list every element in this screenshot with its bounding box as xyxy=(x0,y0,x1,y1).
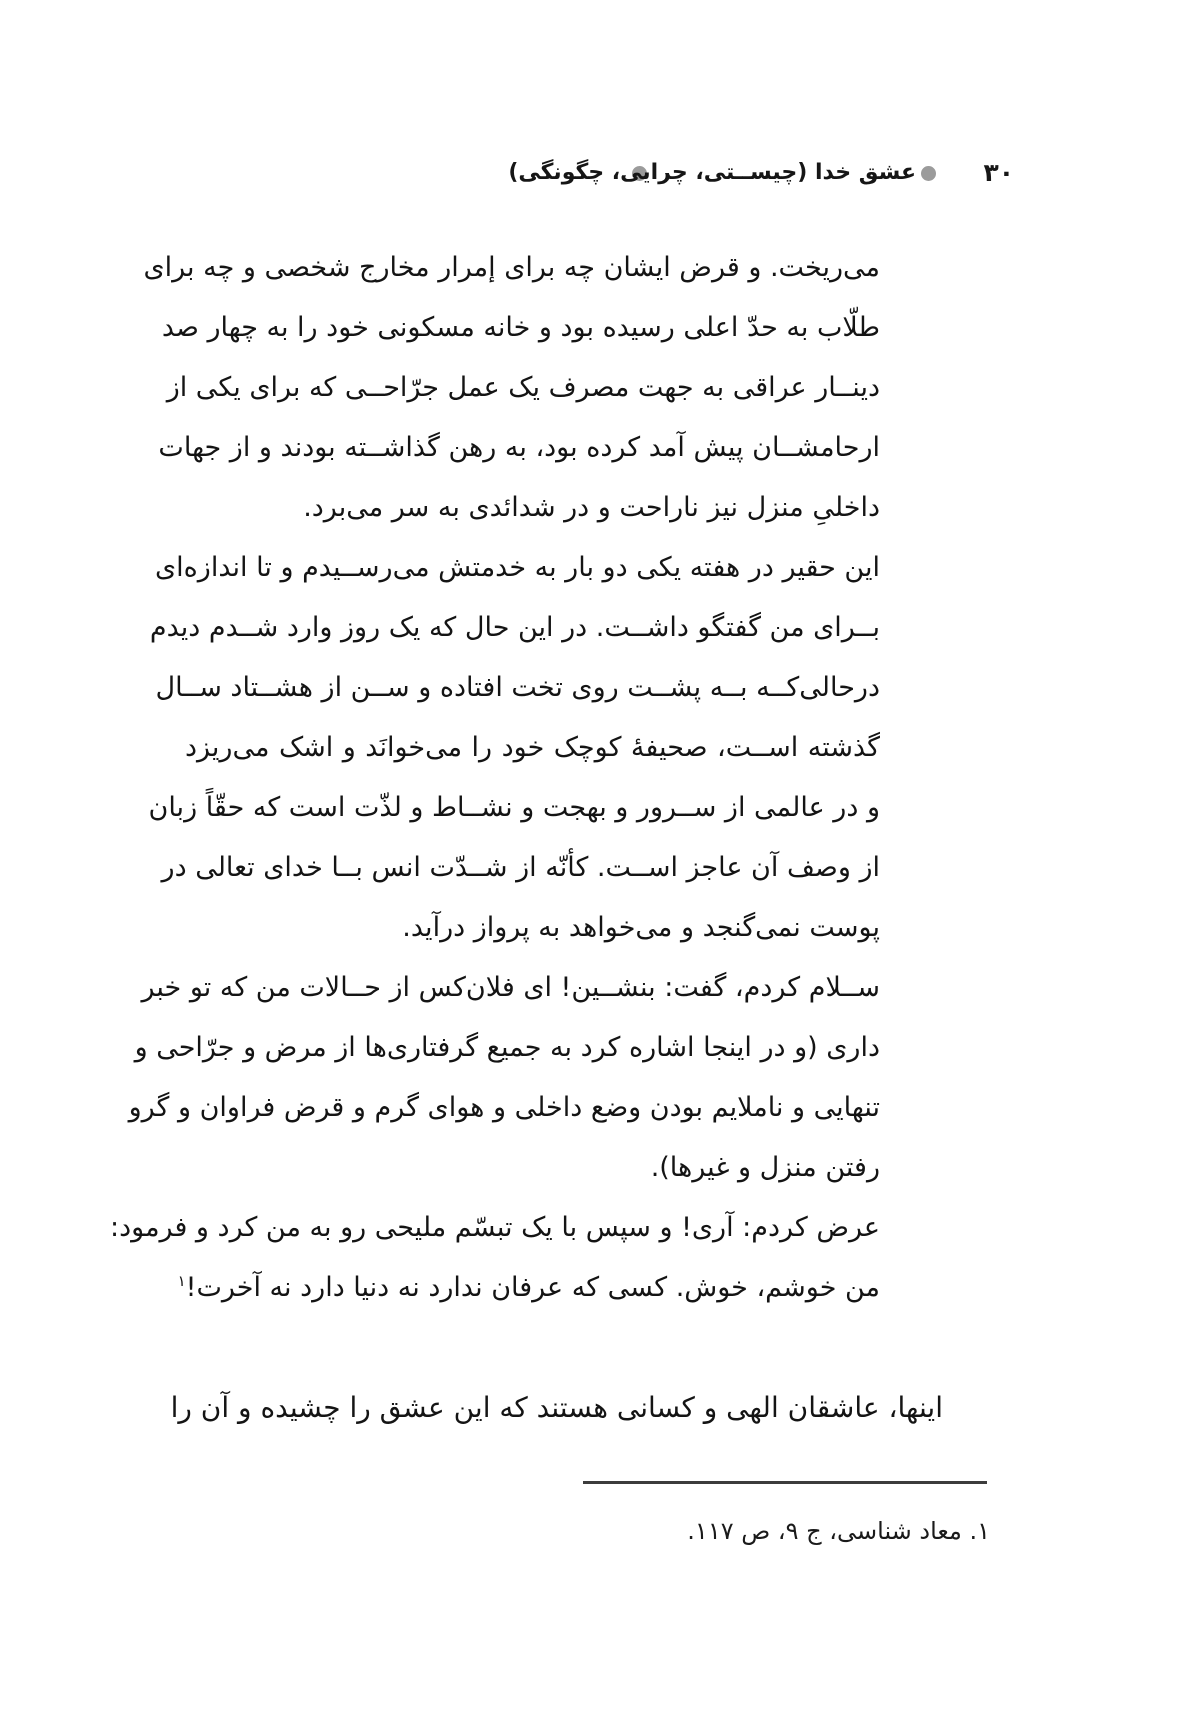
quote-line: ســلام کردم، گفت: بنشــین! ای فلان‌کس از حــالات من که تو خبر xyxy=(141,972,880,1003)
quote-line: عرض کردم: آری! و سپس با یک تبسّم ملیحی رو به من کرد و فرمود: xyxy=(110,1212,880,1243)
header-bullet-icon xyxy=(921,166,936,181)
quote-line-text: من خوشم، خوش. کسی که عرفان ندارد نه دنیا دارد نه آخرت! xyxy=(185,1272,880,1303)
quote-line: می‌ریخت. و قرض ایشان چه برای إمرار مخارج شخصی و چه برای xyxy=(143,252,880,283)
footnote-marker: ۱ xyxy=(177,1272,186,1290)
quote-line: از وصف آن عاجز اســت. کأنّه از شــدّت انس بــا خدای تعالی در xyxy=(161,852,880,883)
quote-line: این حقیر در هفته یکی دو بار به خدمتش می‌رســیدم و تا اندازه‌ای xyxy=(155,552,880,583)
running-title: عشق خدا (چیســتی، چرایی، چگونگی) xyxy=(508,160,916,185)
quote-line xyxy=(177,1258,880,1318)
quote-line: داری (و در اینجا اشاره کرد به جمیع گرفتاری‌ها از مرض و جرّاحی و xyxy=(134,1032,880,1063)
quote-line: داخلیِ منزل نیز ناراحت و در شدائدی به سر می‌برد. xyxy=(303,492,880,523)
quote-line: درحالی‌کــه بــه پشــت روی تخت افتاده و ســن از هشــتاد ســال xyxy=(155,672,880,703)
quote-line: بــرای من گفتگو داشــت. در این حال که یک روز وارد شــدم دیدم xyxy=(149,612,880,643)
quote-line: ارحامشــان پیش آمد کرده بود، به رهن گذاشــته بودند و از جهات xyxy=(158,432,880,463)
quote-line: تنهایی و ناملایم بودن وضع داخلی و هوای گرم و قرض فراوان و گرو xyxy=(128,1092,880,1123)
body-paragraph-line: اینها، عاشقان الهی و کسانی هستند که این عشق را چشیده و آن را xyxy=(170,1391,943,1424)
quote-line: گذشته اســت، صحیفهٔ کوچک خود را می‌خوانَد و اشک می‌ریزد xyxy=(185,732,880,763)
quote-line: پوست نمی‌گنجد و می‌خواهد به پرواز درآید. xyxy=(402,912,880,943)
page-number: ۳۰ xyxy=(983,158,1014,187)
quote-line: و در عالمی از ســرور و بهجت و نشــاط و لذّت است که حقّاً زبان xyxy=(148,792,880,823)
footnote-citation: ۱. معاد شناسی، ج ۹، ص ۱۱۷. xyxy=(687,1517,990,1545)
quote-line: دینــار عراقی به جهت مصرف یک عمل جرّاحــی که برای یکی از xyxy=(166,372,880,403)
footnote-divider xyxy=(583,1481,987,1484)
running-header xyxy=(0,150,1182,196)
quote-line: رفتن منزل و غیرها). xyxy=(650,1152,880,1183)
quote-block xyxy=(110,238,880,1318)
quote-line: طلّاب به حدّ اعلی رسیده بود و خانه مسکونی خود را به چهار صد xyxy=(161,312,880,343)
